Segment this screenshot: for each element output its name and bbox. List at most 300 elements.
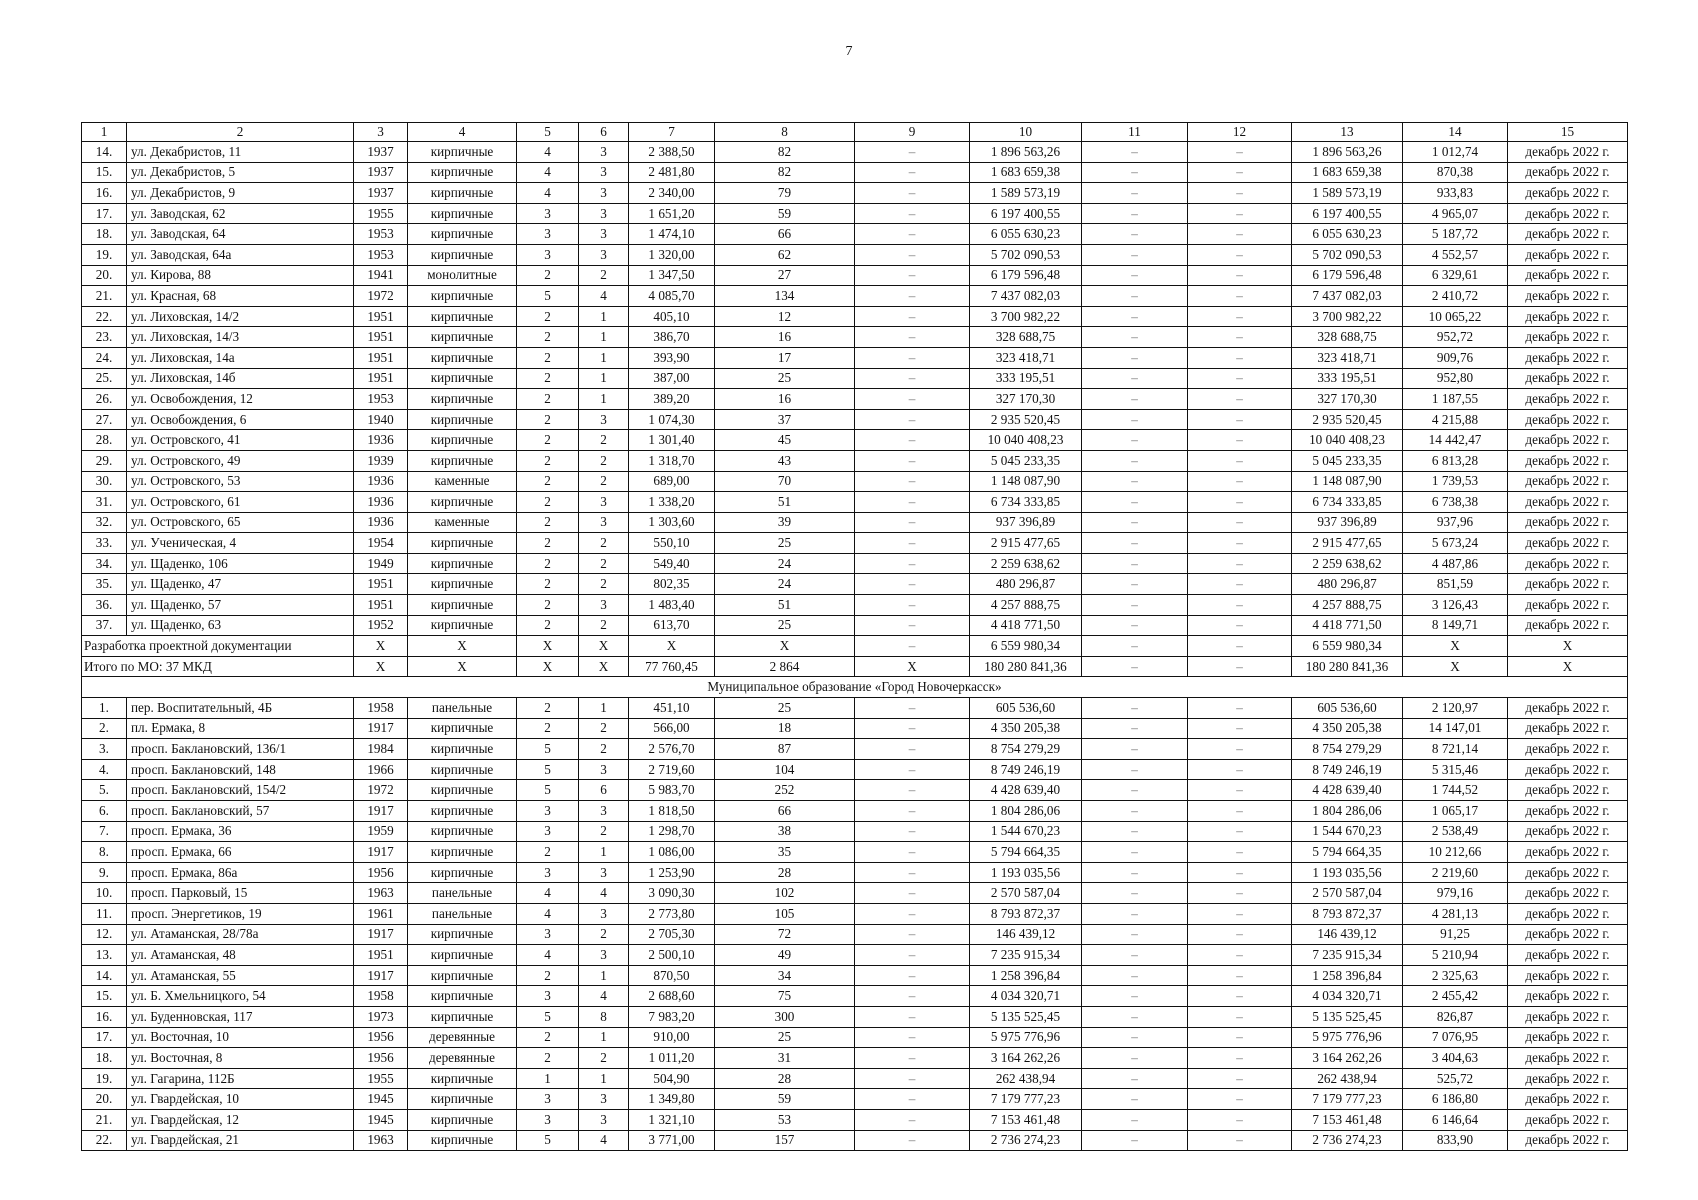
- address: ул. Щаденко, 47: [127, 574, 354, 595]
- address: просп. Ермака, 86а: [127, 862, 354, 883]
- wall-material: кирпичные: [408, 1006, 517, 1027]
- cost-total: 7 153 461,48: [970, 1109, 1082, 1130]
- year-built: 1936: [354, 471, 408, 492]
- deadline: декабрь 2022 г.: [1508, 883, 1628, 904]
- row-number: 28.: [82, 430, 127, 451]
- table-row: [82, 553, 1628, 574]
- row-number: 19.: [82, 1068, 127, 1089]
- cost-total: 6 179 596,48: [970, 265, 1082, 286]
- wall-material: кирпичные: [408, 1109, 517, 1130]
- table-row: [82, 306, 1628, 327]
- column-number: 4: [408, 123, 517, 142]
- area: 1 651,20: [629, 203, 715, 224]
- table-row: [82, 533, 1628, 554]
- cell-9: –: [855, 1027, 970, 1048]
- address: ул. Лиховская, 14/3: [127, 327, 354, 348]
- year-built: 1955: [354, 1068, 408, 1089]
- year-built: 1973: [354, 1006, 408, 1027]
- cost-total: 2 259 638,62: [970, 553, 1082, 574]
- cost-col-13: 5 794 664,35: [1292, 842, 1403, 863]
- table-row: [82, 327, 1628, 348]
- cell-11: –: [1082, 471, 1188, 492]
- cost-total: 4 034 320,71: [970, 986, 1082, 1007]
- table-row: [82, 615, 1628, 636]
- year-built: 1963: [354, 1130, 408, 1151]
- deadline: декабрь 2022 г.: [1508, 1048, 1628, 1069]
- column-number: 11: [1082, 123, 1188, 142]
- cell-11: –: [1082, 883, 1188, 904]
- entrances: 1: [579, 698, 629, 719]
- residents: 25: [715, 368, 855, 389]
- address: ул. Щаденко, 63: [127, 615, 354, 636]
- deadline: декабрь 2022 г.: [1508, 615, 1628, 636]
- cell-9: –: [855, 389, 970, 410]
- floors: 2: [517, 265, 579, 286]
- cell-9: –: [855, 1068, 970, 1089]
- year-built: 1937: [354, 183, 408, 204]
- table-row: [82, 780, 1628, 801]
- year-built: 1917: [354, 842, 408, 863]
- row-number: 17.: [82, 1027, 127, 1048]
- entrances: 3: [579, 512, 629, 533]
- cell-12: –: [1188, 553, 1292, 574]
- deadline: декабрь 2022 г.: [1508, 1089, 1628, 1110]
- summary-value: X: [1508, 636, 1628, 657]
- cell-9: –: [855, 574, 970, 595]
- year-built: 1937: [354, 162, 408, 183]
- floors: 5: [517, 780, 579, 801]
- entrances: 2: [579, 574, 629, 595]
- row-number: 22.: [82, 1130, 127, 1151]
- entrances: 3: [579, 492, 629, 513]
- cell-9: –: [855, 553, 970, 574]
- year-built: 1953: [354, 224, 408, 245]
- cell-11: –: [1082, 1006, 1188, 1027]
- table-row: [82, 574, 1628, 595]
- row-number: 17.: [82, 203, 127, 224]
- entrances: 2: [579, 430, 629, 451]
- wall-material: монолитные: [408, 265, 517, 286]
- area: 1 011,20: [629, 1048, 715, 1069]
- entrances: 4: [579, 883, 629, 904]
- cost-col-13: 4 418 771,50: [1292, 615, 1403, 636]
- cost-col-13: 5 702 090,53: [1292, 244, 1403, 265]
- deadline: декабрь 2022 г.: [1508, 409, 1628, 430]
- summary-value: –: [1082, 656, 1188, 677]
- residents: 87: [715, 739, 855, 760]
- cost-total: 328 688,75: [970, 327, 1082, 348]
- deadline: декабрь 2022 г.: [1508, 244, 1628, 265]
- cost-per-sqm: 2 219,60: [1403, 862, 1508, 883]
- cell-12: –: [1188, 389, 1292, 410]
- cost-per-sqm: 14 147,01: [1403, 718, 1508, 739]
- year-built: 1956: [354, 1048, 408, 1069]
- table-row: [82, 430, 1628, 451]
- summary-value: X: [579, 636, 629, 657]
- cost-total: 146 439,12: [970, 924, 1082, 945]
- floors: 5: [517, 759, 579, 780]
- entrances: 3: [579, 244, 629, 265]
- cell-11: –: [1082, 492, 1188, 513]
- row-number: 7.: [82, 821, 127, 842]
- cost-per-sqm: 1 744,52: [1403, 780, 1508, 801]
- cell-11: –: [1082, 1109, 1188, 1130]
- floors: 2: [517, 698, 579, 719]
- total-row: [82, 656, 1628, 677]
- floors: 1: [517, 1068, 579, 1089]
- cost-per-sqm: 2 538,49: [1403, 821, 1508, 842]
- summary-value: X: [715, 636, 855, 657]
- cost-per-sqm: 6 738,38: [1403, 492, 1508, 513]
- year-built: 1954: [354, 533, 408, 554]
- cell-9: –: [855, 1109, 970, 1130]
- wall-material: кирпичные: [408, 162, 517, 183]
- row-number: 4.: [82, 759, 127, 780]
- year-built: 1963: [354, 883, 408, 904]
- cost-col-13: 4 428 639,40: [1292, 780, 1403, 801]
- floors: 2: [517, 430, 579, 451]
- column-number: 3: [354, 123, 408, 142]
- address: просп. Баклановский, 154/2: [127, 780, 354, 801]
- cell-12: –: [1188, 965, 1292, 986]
- column-number: 12: [1188, 123, 1292, 142]
- year-built: 1936: [354, 492, 408, 513]
- wall-material: кирпичные: [408, 368, 517, 389]
- entrances: 4: [579, 1130, 629, 1151]
- cell-12: –: [1188, 512, 1292, 533]
- floors: 2: [517, 306, 579, 327]
- year-built: 1972: [354, 780, 408, 801]
- cost-col-13: 7 179 777,23: [1292, 1089, 1403, 1110]
- cost-col-13: 1 896 563,26: [1292, 142, 1403, 163]
- cost-total: 5 135 525,45: [970, 1006, 1082, 1027]
- table-row: [82, 162, 1628, 183]
- residents: 27: [715, 265, 855, 286]
- cell-9: –: [855, 1089, 970, 1110]
- table-row: [82, 759, 1628, 780]
- cost-col-13: 1 193 035,56: [1292, 862, 1403, 883]
- area: 2 388,50: [629, 142, 715, 163]
- row-number: 29.: [82, 450, 127, 471]
- cost-per-sqm: 979,16: [1403, 883, 1508, 904]
- deadline: декабрь 2022 г.: [1508, 1130, 1628, 1151]
- wall-material: кирпичные: [408, 1089, 517, 1110]
- row-number: 22.: [82, 306, 127, 327]
- table-row: [82, 595, 1628, 616]
- cost-total: 262 438,94: [970, 1068, 1082, 1089]
- cost-col-13: 7 235 915,34: [1292, 945, 1403, 966]
- entrances: 1: [579, 1027, 629, 1048]
- cost-per-sqm: 5 187,72: [1403, 224, 1508, 245]
- cost-total: 1 683 659,38: [970, 162, 1082, 183]
- cost-col-13: 2 259 638,62: [1292, 553, 1403, 574]
- cell-11: –: [1082, 244, 1188, 265]
- residents: 34: [715, 965, 855, 986]
- row-number: 31.: [82, 492, 127, 513]
- cell-11: –: [1082, 821, 1188, 842]
- area: 1 301,40: [629, 430, 715, 451]
- table-row: [82, 1048, 1628, 1069]
- residents: 35: [715, 842, 855, 863]
- floors: 2: [517, 574, 579, 595]
- table-row: [82, 965, 1628, 986]
- floors: 4: [517, 903, 579, 924]
- cell-9: –: [855, 183, 970, 204]
- summary-value: X: [1403, 656, 1508, 677]
- entrances: 3: [579, 862, 629, 883]
- capital-repair-table: [81, 122, 1628, 1151]
- area: 910,00: [629, 1027, 715, 1048]
- cell-9: –: [855, 286, 970, 307]
- row-number: 13.: [82, 945, 127, 966]
- wall-material: каменные: [408, 512, 517, 533]
- cost-per-sqm: 5 673,24: [1403, 533, 1508, 554]
- cost-col-13: 4 350 205,38: [1292, 718, 1403, 739]
- cell-9: –: [855, 986, 970, 1007]
- summary-value: 180 280 841,36: [1292, 656, 1403, 677]
- residents: 82: [715, 162, 855, 183]
- floors: 3: [517, 986, 579, 1007]
- deadline: декабрь 2022 г.: [1508, 162, 1628, 183]
- cell-12: –: [1188, 842, 1292, 863]
- cost-per-sqm: 10 212,66: [1403, 842, 1508, 863]
- cost-col-13: 5 045 233,35: [1292, 450, 1403, 471]
- cost-per-sqm: 833,90: [1403, 1130, 1508, 1151]
- wall-material: кирпичные: [408, 1130, 517, 1151]
- cost-total: 7 437 082,03: [970, 286, 1082, 307]
- cell-12: –: [1188, 471, 1292, 492]
- cost-col-13: 262 438,94: [1292, 1068, 1403, 1089]
- cell-9: –: [855, 430, 970, 451]
- row-number: 21.: [82, 286, 127, 307]
- wall-material: кирпичные: [408, 389, 517, 410]
- row-number: 20.: [82, 1089, 127, 1110]
- cell-12: –: [1188, 1068, 1292, 1089]
- cost-per-sqm: 4 487,86: [1403, 553, 1508, 574]
- cell-12: –: [1188, 821, 1292, 842]
- table-row: [82, 492, 1628, 513]
- floors: 5: [517, 739, 579, 760]
- floors: 3: [517, 1109, 579, 1130]
- summary-label: Итого по МО: 37 МКД: [82, 656, 354, 677]
- cost-col-13: 1 804 286,06: [1292, 801, 1403, 822]
- cost-col-13: 4 257 888,75: [1292, 595, 1403, 616]
- row-number: 9.: [82, 862, 127, 883]
- cost-total: 6 055 630,23: [970, 224, 1082, 245]
- floors: 3: [517, 821, 579, 842]
- cost-per-sqm: 14 442,47: [1403, 430, 1508, 451]
- address: просп. Энергетиков, 19: [127, 903, 354, 924]
- summary-value: 6 559 980,34: [970, 636, 1082, 657]
- cell-9: –: [855, 883, 970, 904]
- cost-total: 10 040 408,23: [970, 430, 1082, 451]
- cell-12: –: [1188, 1109, 1292, 1130]
- floors: 3: [517, 1089, 579, 1110]
- header-row: [82, 123, 1628, 142]
- summary-value: X: [517, 636, 579, 657]
- year-built: 1951: [354, 945, 408, 966]
- year-built: 1972: [354, 286, 408, 307]
- cost-per-sqm: 7 076,95: [1403, 1027, 1508, 1048]
- area: 1 298,70: [629, 821, 715, 842]
- wall-material: кирпичные: [408, 409, 517, 430]
- cell-12: –: [1188, 574, 1292, 595]
- cell-11: –: [1082, 1027, 1188, 1048]
- cost-per-sqm: 2 120,97: [1403, 698, 1508, 719]
- address: ул. Декабристов, 9: [127, 183, 354, 204]
- row-number: 14.: [82, 965, 127, 986]
- table-row: [82, 389, 1628, 410]
- page-number: 7: [845, 44, 853, 59]
- address: ул. Островского, 49: [127, 450, 354, 471]
- cost-col-13: 8 754 279,29: [1292, 739, 1403, 760]
- entrances: 2: [579, 615, 629, 636]
- entrances: 1: [579, 327, 629, 348]
- cell-12: –: [1188, 265, 1292, 286]
- deadline: декабрь 2022 г.: [1508, 718, 1628, 739]
- wall-material: кирпичные: [408, 739, 517, 760]
- cost-total: 1 544 670,23: [970, 821, 1082, 842]
- deadline: декабрь 2022 г.: [1508, 801, 1628, 822]
- cost-per-sqm: 952,80: [1403, 368, 1508, 389]
- cell-11: –: [1082, 409, 1188, 430]
- cost-per-sqm: 2 325,63: [1403, 965, 1508, 986]
- cell-9: –: [855, 162, 970, 183]
- cost-total: 8 793 872,37: [970, 903, 1082, 924]
- cell-11: –: [1082, 224, 1188, 245]
- wall-material: кирпичные: [408, 492, 517, 513]
- address: ул. Декабристов, 5: [127, 162, 354, 183]
- cost-col-13: 10 040 408,23: [1292, 430, 1403, 451]
- summary-value: 77 760,45: [629, 656, 715, 677]
- cell-11: –: [1082, 759, 1188, 780]
- deadline: декабрь 2022 г.: [1508, 595, 1628, 616]
- summary-label: Разработка проектной документации: [82, 636, 354, 657]
- summary-value: X: [517, 656, 579, 677]
- deadline: декабрь 2022 г.: [1508, 306, 1628, 327]
- summary-value: –: [855, 636, 970, 657]
- entrances: 3: [579, 801, 629, 822]
- cost-col-13: 6 197 400,55: [1292, 203, 1403, 224]
- cell-11: –: [1082, 842, 1188, 863]
- cell-11: –: [1082, 1048, 1188, 1069]
- floors: 4: [517, 945, 579, 966]
- cell-11: –: [1082, 862, 1188, 883]
- cell-11: –: [1082, 162, 1188, 183]
- cost-col-13: 7 153 461,48: [1292, 1109, 1403, 1130]
- entrances: 3: [579, 409, 629, 430]
- floors: 3: [517, 801, 579, 822]
- year-built: 1959: [354, 821, 408, 842]
- area: 1 347,50: [629, 265, 715, 286]
- cost-col-13: 3 700 982,22: [1292, 306, 1403, 327]
- table-row: [82, 203, 1628, 224]
- table-row: [82, 471, 1628, 492]
- area: 2 719,60: [629, 759, 715, 780]
- address: ул. Гагарина, 112Б: [127, 1068, 354, 1089]
- table-row: [82, 244, 1628, 265]
- cell-12: –: [1188, 224, 1292, 245]
- row-number: 8.: [82, 842, 127, 863]
- floors: 3: [517, 862, 579, 883]
- year-built: 1936: [354, 430, 408, 451]
- row-number: 30.: [82, 471, 127, 492]
- floors: 2: [517, 1048, 579, 1069]
- entrances: 2: [579, 739, 629, 760]
- cell-12: –: [1188, 368, 1292, 389]
- year-built: 1951: [354, 595, 408, 616]
- floors: 2: [517, 471, 579, 492]
- cell-9: –: [855, 347, 970, 368]
- cell-11: –: [1082, 286, 1188, 307]
- address: ул. Восточная, 8: [127, 1048, 354, 1069]
- cell-12: –: [1188, 615, 1292, 636]
- table-row: [82, 862, 1628, 883]
- summary-value: X: [1403, 636, 1508, 657]
- cell-11: –: [1082, 801, 1188, 822]
- cell-12: –: [1188, 327, 1292, 348]
- address: ул. Островского, 61: [127, 492, 354, 513]
- cost-col-13: 4 034 320,71: [1292, 986, 1403, 1007]
- cost-per-sqm: 1 187,55: [1403, 389, 1508, 410]
- floors: 2: [517, 450, 579, 471]
- address: ул. Кирова, 88: [127, 265, 354, 286]
- area: 5 983,70: [629, 780, 715, 801]
- cell-12: –: [1188, 780, 1292, 801]
- residents: 25: [715, 1027, 855, 1048]
- cell-11: –: [1082, 430, 1188, 451]
- deadline: декабрь 2022 г.: [1508, 471, 1628, 492]
- floors: 2: [517, 842, 579, 863]
- summary-value: X: [408, 656, 517, 677]
- year-built: 1941: [354, 265, 408, 286]
- area: 387,00: [629, 368, 715, 389]
- year-built: 1945: [354, 1109, 408, 1130]
- cost-col-13: 2 935 520,45: [1292, 409, 1403, 430]
- cell-9: –: [855, 1006, 970, 1027]
- cost-total: 7 235 915,34: [970, 945, 1082, 966]
- deadline: декабрь 2022 г.: [1508, 533, 1628, 554]
- address: просп. Парковый, 15: [127, 883, 354, 904]
- residents: 24: [715, 574, 855, 595]
- wall-material: кирпичные: [408, 615, 517, 636]
- cell-12: –: [1188, 347, 1292, 368]
- residents: 25: [715, 533, 855, 554]
- address: ул. Островского, 41: [127, 430, 354, 451]
- row-number: 16.: [82, 183, 127, 204]
- address: ул. Освобождения, 12: [127, 389, 354, 410]
- cell-11: –: [1082, 615, 1188, 636]
- cell-9: –: [855, 595, 970, 616]
- entrances: 3: [579, 759, 629, 780]
- cell-12: –: [1188, 142, 1292, 163]
- year-built: 1940: [354, 409, 408, 430]
- cost-total: 2 915 477,65: [970, 533, 1082, 554]
- floors: 2: [517, 553, 579, 574]
- floors: 2: [517, 368, 579, 389]
- cell-12: –: [1188, 183, 1292, 204]
- address: ул. Б. Хмельницкого, 54: [127, 986, 354, 1007]
- area: 2 705,30: [629, 924, 715, 945]
- entrances: 3: [579, 1089, 629, 1110]
- cost-total: 7 179 777,23: [970, 1089, 1082, 1110]
- cell-9: –: [855, 903, 970, 924]
- table-row: [82, 224, 1628, 245]
- residents: 16: [715, 389, 855, 410]
- cost-total: 5 045 233,35: [970, 450, 1082, 471]
- floors: 2: [517, 595, 579, 616]
- row-number: 37.: [82, 615, 127, 636]
